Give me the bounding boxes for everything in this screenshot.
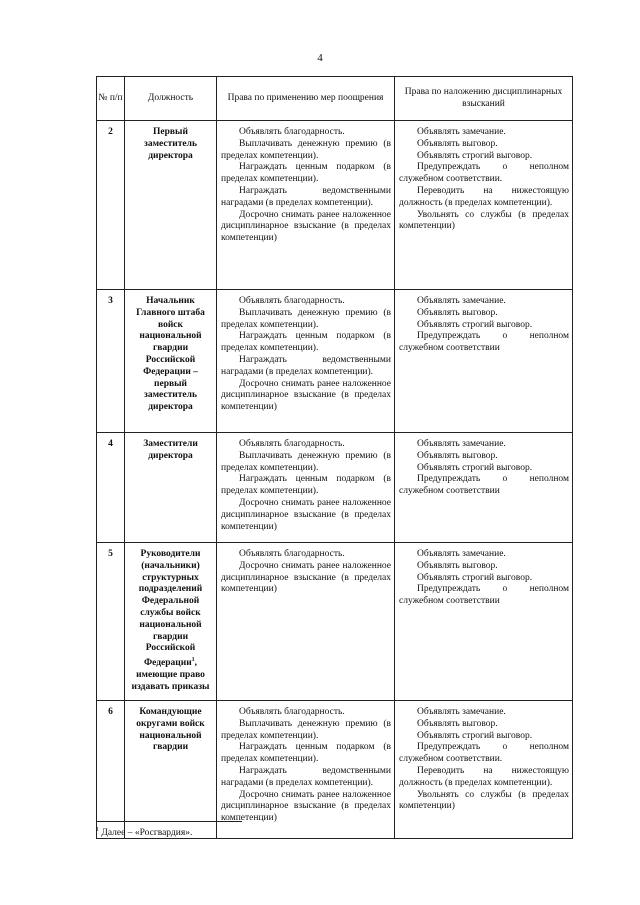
list-item: Предупреждать о неполном служебном соответствии. (399, 742, 569, 765)
row-encouragement (217, 701, 395, 839)
list-item: Выплачивать денежную премию (в пределах компетенции). (221, 718, 391, 741)
row-discipline (395, 121, 573, 290)
list-item: Награждать ведомственными наградами (в пределах компетенции). (221, 354, 391, 377)
list-item: Объявлять благодарность. (239, 549, 345, 559)
list-item: Объявлять строгий выговор. (417, 462, 533, 473)
row-discipline (395, 290, 573, 433)
row-position-text: Руководители (начальники) структурных подразделений Федеральной службы войск национальной гвардии Российской Федерации (138, 549, 203, 669)
list-item: Объявлять благодарность. (239, 707, 345, 717)
list-item: Досрочно снимать ранее наложенное дисциплинарное взыскание (в пределах компетенции) (221, 789, 391, 824)
list-item: Досрочно снимать ранее наложенное дисциплинарное взыскание (в пределах компетенции) (221, 560, 391, 595)
list-item: Объявлять благодарность. (239, 127, 345, 137)
footnote (96, 827, 192, 838)
row-discipline (395, 433, 573, 543)
table-row (97, 433, 573, 543)
header-encouragement: Права по применению мер поощрения (217, 77, 395, 121)
row-encouragement (217, 290, 395, 433)
list-item: Объявлять благодарность. (239, 439, 345, 449)
row-position-tail: , имеющие право издавать приказы (131, 658, 210, 692)
row-num: 3 (97, 290, 125, 433)
authority-table (96, 76, 573, 839)
list-item: Объявлять строгий выговор. (417, 572, 533, 583)
table-row (97, 290, 573, 433)
list-item: Объявлять выговор. (417, 450, 498, 461)
list-item: Награждать ценным подарком (в пределах компетенции). (221, 331, 391, 354)
list-item: Объявлять замечание. (417, 127, 506, 137)
table-header-row (97, 77, 573, 121)
footnote-divider (96, 821, 242, 822)
footnote-text: Далее – «Росгвардия». (99, 828, 193, 839)
row-discipline (395, 701, 573, 839)
list-item: Объявлять выговор. (417, 560, 498, 571)
list-item: Объявлять выговор. (417, 307, 498, 318)
list-item: Объявлять выговор. (417, 718, 498, 729)
list-item: Объявлять благодарность. (239, 296, 345, 306)
row-position: Командующие округами войск национальной гвардии (125, 701, 217, 839)
footnote-reference: 1 (191, 657, 195, 664)
page-number: 4 (317, 52, 323, 64)
row-discipline (395, 543, 573, 701)
list-item: Предупреждать о неполном служебном соответствии (399, 474, 569, 497)
footnote-marker: 1 (96, 827, 99, 833)
header-num: № п/п (97, 77, 125, 121)
list-item: Досрочно снимать ранее наложенное дисциплинарное взыскание (в пределах компетенции) (221, 378, 391, 413)
list-item: Увольнять со службы (в пределах компетенции) (399, 789, 569, 812)
table-row (97, 701, 573, 839)
list-item: Награждать ведомственными наградами (в пределах компетенции). (221, 185, 391, 208)
list-item: Предупреждать о неполном служебном соответствии (399, 584, 569, 607)
list-item: Награждать ценным подарком (в пределах компетенции). (221, 742, 391, 765)
list-item: Предупреждать о неполном служебном соответствии. (399, 162, 569, 185)
list-item: Досрочно снимать ранее наложенное дисциплинарное взыскание (в пределах компетенции) (221, 497, 391, 532)
header-position: Должность (125, 77, 217, 121)
table-row (97, 543, 573, 701)
list-item: Переводить на нижестоящую должность (в пределах компетенции). (399, 765, 569, 788)
row-position (125, 543, 217, 701)
list-item: Награждать ценным подарком (в пределах компетенции). (221, 162, 391, 185)
row-position: Начальник Главного штаба войск национальной гвардии Российской Федерации – первый заместитель директора (125, 290, 217, 433)
list-item: Выплачивать денежную премию (в пределах компетенции). (221, 450, 391, 473)
list-item: Объявлять строгий выговор. (417, 319, 533, 330)
list-item: Переводить на нижестоящую должность (в пределах компетенции). (399, 185, 569, 208)
row-position: Первый заместитель директора (125, 121, 217, 290)
row-encouragement (217, 543, 395, 701)
list-item: Предупреждать о неполном служебном соответствии (399, 331, 569, 354)
row-num: 4 (97, 433, 125, 543)
list-item: Объявлять выговор. (417, 138, 498, 149)
list-item: Выплачивать денежную премию (в пределах компетенции). (221, 307, 391, 330)
row-encouragement (217, 121, 395, 290)
list-item: Награждать ведомственными наградами (в пределах компетенции). (221, 765, 391, 788)
list-item: Увольнять со службы (в пределах компетенции) (399, 209, 569, 232)
list-item: Выплачивать денежную премию (в пределах компетенции). (221, 138, 391, 161)
list-item: Награждать ценным подарком (в пределах компетенции). (221, 474, 391, 497)
table-row (97, 121, 573, 290)
row-position: Заместители директора (125, 433, 217, 543)
header-discipline: Права по наложению дисциплинарных взысканий (395, 77, 573, 121)
list-item: Объявлять замечание. (417, 707, 506, 717)
list-item: Досрочно снимать ранее наложенное дисциплинарное взыскание (в пределах компетенции) (221, 209, 391, 244)
list-item: Объявлять замечание. (417, 549, 506, 559)
row-num: 2 (97, 121, 125, 290)
row-num: 6 (97, 701, 125, 839)
row-encouragement (217, 433, 395, 543)
list-item: Объявлять строгий выговор. (417, 150, 533, 161)
list-item: Объявлять строгий выговор. (417, 730, 533, 741)
row-num: 5 (97, 543, 125, 701)
list-item: Объявлять замечание. (417, 439, 506, 449)
list-item: Объявлять замечание. (417, 296, 506, 306)
